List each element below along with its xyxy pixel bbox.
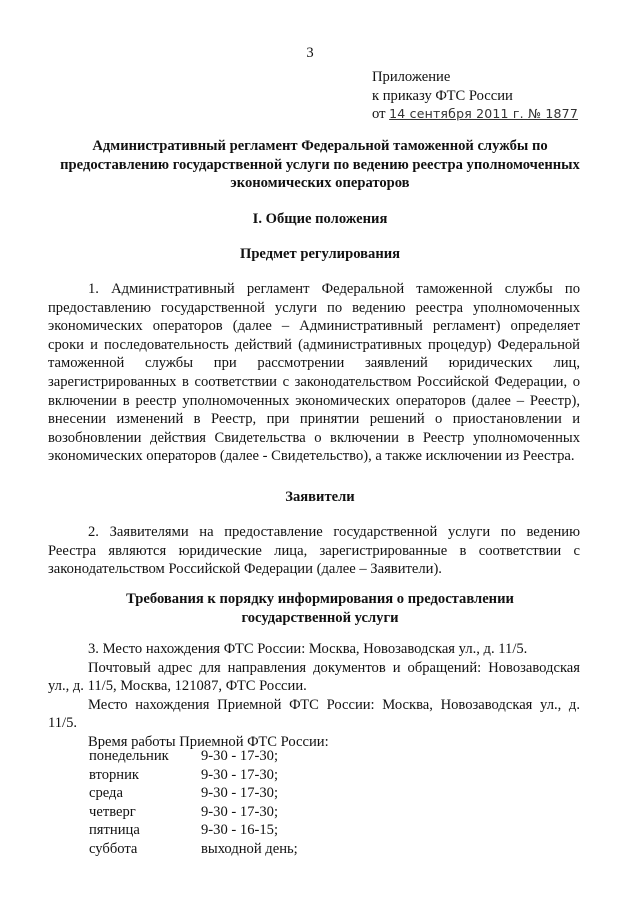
- schedule-day: вторник: [89, 766, 140, 783]
- annex-block: [372, 68, 612, 124]
- schedule-day: четверг: [89, 803, 136, 820]
- schedule-row: [89, 840, 389, 859]
- info-heading-line2: государственной услуги: [241, 609, 399, 626]
- schedule-row: [89, 747, 389, 766]
- schedule-time: 9-30 - 16-15;: [201, 822, 279, 839]
- paragraph-2-text: 2. Заявителями на предоставление государственной услуги по ведению Реестра являются юридические лица, зарегистрированные в соответствии с законодательством Российской Федерации (далее – Заявители).: [48, 524, 580, 578]
- annex-handwritten-date: 14 сентября 2011 г. № 1877: [389, 106, 578, 122]
- reception-location-text: Место нахождения Приемной ФТС России: Москва, Новозаводская ул., д. 11/5.: [48, 696, 580, 732]
- postal-address-text: Почтовый адрес для направления документов и обращений: Новозаводская ул., д. 11/5, Москва, 121087, ФТС России.: [48, 659, 580, 695]
- schedule-time: 9-30 - 17-30;: [201, 748, 279, 764]
- schedule-row: [89, 784, 389, 803]
- schedule-time: 9-30 - 17-30;: [201, 785, 279, 802]
- schedule-list: [89, 747, 389, 859]
- paragraph-1-text: 1. Административный регламент Федеральной таможенной службы по предоставлению государственной услуги по ведению реестра уполномоченных экономических операторов (далее – Административный регламент) определяет сроки и последовательность действий (административных процедур) Федеральной таможенной службы при рассмотрении заявлений юридических лиц, зарегистрированных в соответствии с законодательством Российской Федерации, о включении в реестр уполномоченных экономических операторов (далее – Реестр), внесении изменений в Реестр, при принятии решений о приостановлении и возобновлении действия Свидетельства о включении в Реестр уполномоченных экономических операторов (далее - Свидетельство), а также исключении из Реестра.: [48, 281, 580, 465]
- info-heading-line1: Требования к порядку информирования о предоставлении: [126, 591, 514, 607]
- schedule-day: среда: [89, 785, 123, 802]
- applicants-heading: Заявители: [285, 489, 355, 505]
- schedule-day: понедельник: [89, 748, 169, 764]
- schedule-time: 9-30 - 17-30;: [201, 803, 279, 820]
- schedule-day: суббота: [89, 840, 138, 857]
- annex-date-line: [372, 105, 612, 124]
- hours-label: Время работы Приемной ФТС России:: [88, 733, 329, 750]
- schedule-row: [89, 821, 389, 840]
- schedule-row: [89, 766, 389, 785]
- document-title: Административный регламент Федеральной таможенной службы по предоставлению государственной услуги по ведению реестра уполномоченных экономических операторов: [60, 138, 580, 192]
- paragraph-1: [48, 280, 580, 466]
- schedule-time: 9-30 - 17-30;: [201, 766, 279, 783]
- paragraph-3-text: 3. Место нахождения ФТС России: Москва, Новозаводская ул., д. 11/5.: [88, 641, 528, 657]
- schedule-day: пятница: [89, 822, 140, 839]
- section-heading: I. Общие положения: [252, 211, 388, 227]
- schedule-row: [89, 803, 389, 822]
- paragraph-2: [48, 523, 580, 579]
- page-number: 3: [306, 45, 314, 61]
- info-heading: [60, 590, 580, 627]
- subject-heading: Предмет регулирования: [239, 246, 401, 262]
- paragraph-3: [48, 640, 580, 752]
- schedule-time: выходной день;: [201, 840, 298, 857]
- annex-date-prefix: от: [372, 106, 386, 123]
- annex-label: Приложение: [372, 69, 451, 85]
- annex-order-ref: к приказу ФТС России: [372, 87, 513, 104]
